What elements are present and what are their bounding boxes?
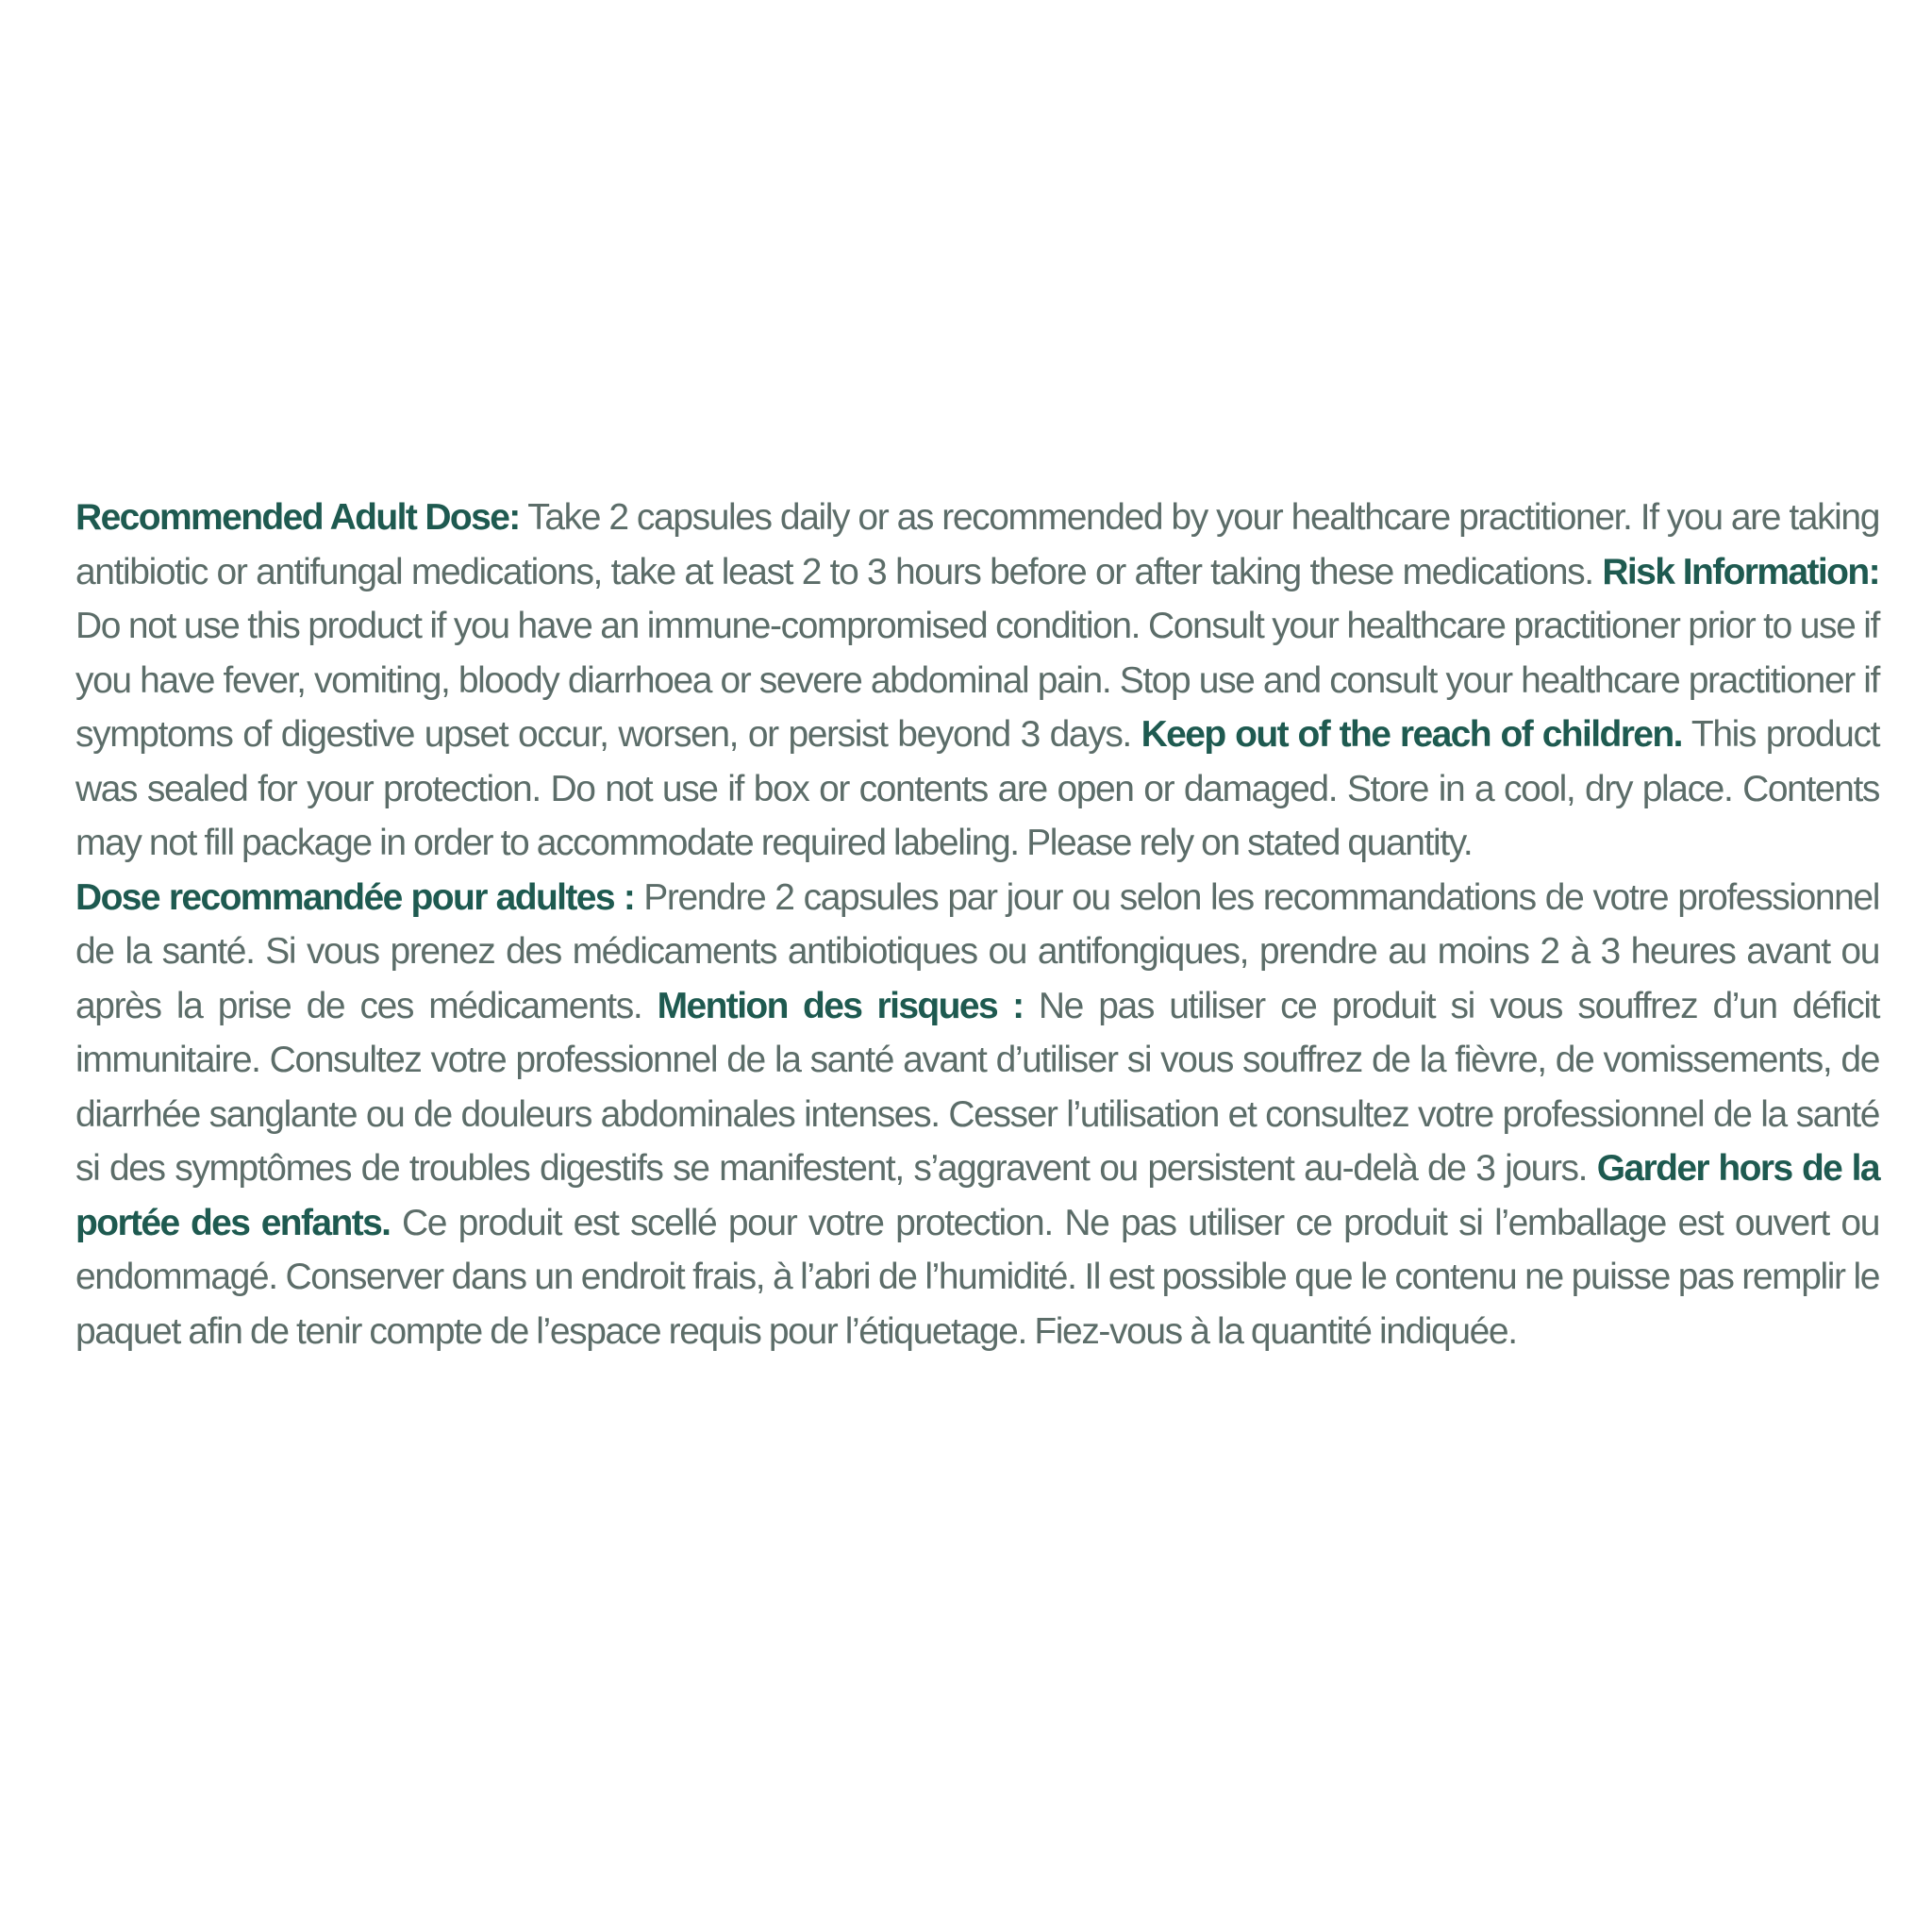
risk-text-en: Do not use this product if you have an immune-compromised condition. Consult your healthcare practitioner prior to use if you have fever, vomiting, bloody diarrhoea or severe abdominal pain. Stop use and consult your healthcare practitioner if symptoms of digestive upset occur, worsen, or persist beyond 3 days.: [75, 606, 1879, 755]
product-label-text: [75, 491, 1879, 1358]
dose-text-fr: Prendre 2 capsules par jour ou selon les recommandations de votre professionnel de la santé. Si vous prenez des médicaments antibiotiques ou antifongiques, prendre au moins 2 à 3 heures avant ou après la prise de ces médicaments.: [75, 876, 1879, 1026]
dose-text-en: Take 2 capsules daily or as recommended by your healthcare practitioner. If you are taking antibiotic or antifungal medications, take at least 2 to 3 hours before or after taking these medications.: [75, 497, 1880, 592]
keep-text-en: This product was sealed for your protection. Do not use if box or contents are open or damaged. Store in a cool, dry place. Contents may not fill package in order to accommodate required labeling. Please rely on stated quantity.: [75, 714, 1880, 863]
risk-text-fr: Ne pas utiliser ce produit si vous souffrez d’un déficit immunitaire. Consultez votre professionnel de la santé avant d’utiliser si vous souffrez de la fièvre, de vomissements, de diarrhée sanglante ou de douleurs abdominales intenses. Cesser l’utilisation et consultez votre professionnel de la santé si des symptômes de troubles digestifs se manifestent, s’aggravent ou persistent au-delà de 3 jours.: [75, 985, 1880, 1189]
keep-text-fr: Ce produit est scellé pour votre protection. Ne pas utiliser ce produit si l’emballage est ouvert ou endommagé. Conserver dans un endroit frais, à l’abri de l’humidité. Il est possible que le contenu ne puisse pas remplir le paquet afin de tenir compte de l’espace requis pour l’étiquetage. Fiez-vous à la quantité indiquée.: [75, 1202, 1879, 1352]
french-paragraph: [75, 871, 1879, 1359]
risk-heading-en: Risk Information:: [1602, 551, 1879, 592]
keep-heading-en: Keep out of the reach of children.: [1141, 714, 1682, 755]
english-paragraph: [75, 491, 1879, 871]
dose-heading-en: Recommended Adult Dose:: [75, 497, 520, 538]
dose-heading-fr: Dose recommandée pour adultes :: [75, 876, 635, 918]
risk-heading-fr: Mention des risques :: [657, 985, 1024, 1026]
keep-heading-fr: Garder hors de la portée des enfants.: [75, 1148, 1880, 1243]
